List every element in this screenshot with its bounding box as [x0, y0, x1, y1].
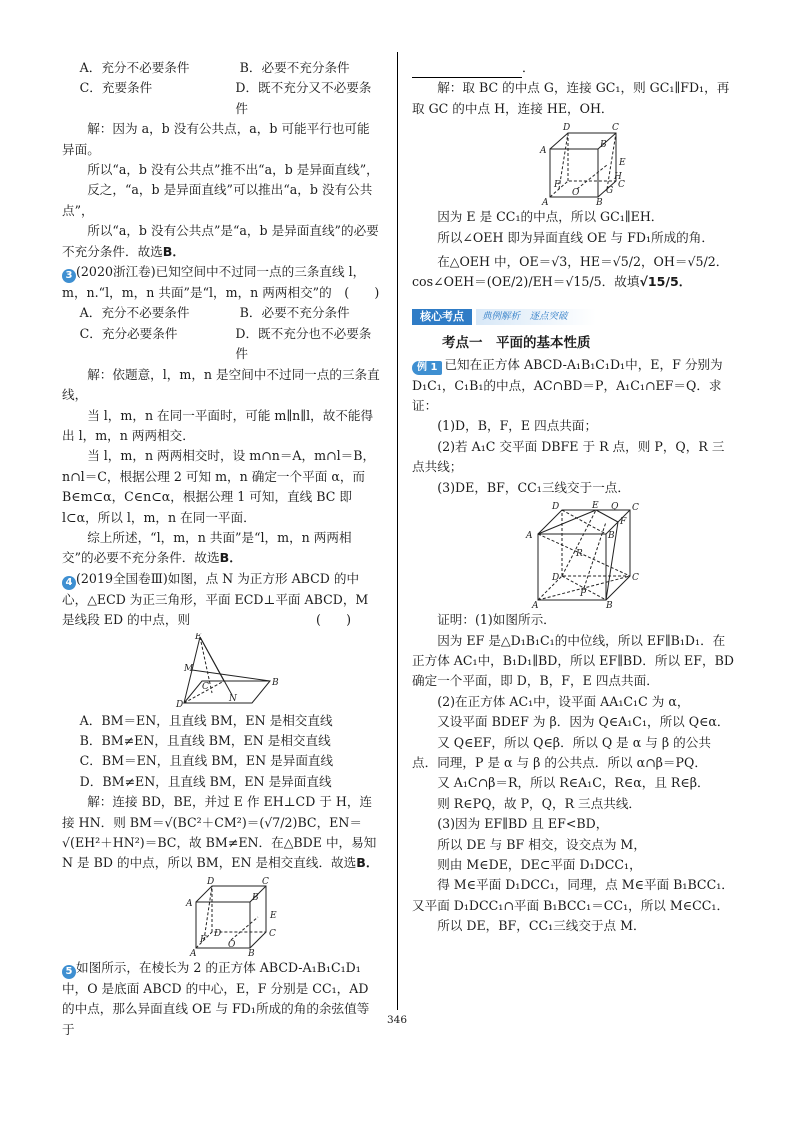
svg-text:B: B [606, 601, 613, 609]
example-part-1: (1)D，B，F，E 四点共面； [437, 418, 598, 434]
q5-solution-3: 所以∠OEH 即为异面直线 OE 与 FD₁所成的角． [437, 229, 714, 245]
svg-text:B: B [252, 892, 259, 903]
q3-options-row1 [62, 303, 380, 323]
svg-text:R: R [576, 549, 583, 560]
proof-6: 又 A₁C∩β＝R，所以 R∈A₁C，R∈α，且 R∈β． [437, 775, 710, 791]
q3-options-row2 [62, 324, 380, 365]
q3-option-c: C．充分必要条件 [79, 325, 178, 341]
svg-text:B: B [272, 677, 279, 688]
q3-option-b: B．必要不充分条件 [239, 305, 350, 321]
svg-text:F: F [554, 180, 561, 191]
example-cube-figure [412, 500, 734, 608]
svg-text:D: D [563, 123, 571, 134]
q4-option-b: B．BM≠EN，且直线 BM，EN 是相交直线 [79, 732, 331, 748]
svg-text:E: E [619, 158, 626, 169]
q3-solution-4: 综上所述，“l，m，n 共面”是“l，m，n 两两相交”的必要不充分条件．故选B． [62, 529, 352, 566]
svg-text:D: D [552, 502, 560, 513]
svg-text:A: A [532, 601, 539, 609]
svg-text:F: F [620, 517, 627, 528]
svg-text:C: C [632, 503, 639, 514]
q3-solution-3: 当 l，m，n 两两相交时，设 m∩n＝A，m∩l＝B，n∩l＝C，根据公理 2 可知 m，n 确定一个平面 α，而 B∈m⊂α，C∈n⊂α，根据公理 1 可知，直线 BC 即 l⊂α，所以 l，m，n 在同一平面． [62, 448, 376, 525]
svg-text:P: P [580, 589, 587, 600]
column-divider [397, 52, 398, 1010]
q4-option-d: D．BM≠EN，且直线 BM，EN 是异面直线 [79, 773, 332, 789]
example-label: 例 1 [412, 361, 442, 375]
svg-text:H: H [614, 172, 622, 183]
q2-solution-2: 所以“a，b 没有公共点”推不出“a，b 是异面直线”， [87, 162, 379, 178]
q4-option-c: C．BM＝EN，且直线 BM，EN 是异面直线 [79, 753, 334, 769]
q2-options-row2 [62, 78, 380, 119]
q3-solution-1: 解：依题意，l，m，n 是空间中不过同一点的三条直线， [62, 366, 380, 403]
page-number: 346 [386, 1014, 408, 1026]
q2-option-b: B．必要不充分条件 [239, 60, 350, 75]
svg-text:C: C [262, 876, 269, 887]
svg-text:B: B [596, 198, 603, 206]
q5-answer-blank: ． [412, 58, 734, 78]
q2-solution-4: 所以“a，b 没有公共点”是“a，b 是异面直线”的必要不充分条件．故选B． [62, 223, 379, 259]
svg-text:D: D [207, 876, 215, 887]
q3-solution-2: 当 l，m，n 在同一平面时，可能 m∥n∥l，故不能得出 l，m，n 两两相交． [62, 407, 374, 443]
q4-answer: B [356, 855, 366, 871]
q5-cube-figure [62, 876, 380, 956]
svg-text:C: C [618, 180, 625, 191]
proof-2: 因为 EF 是△D₁B₁C₁的中位线，所以 EF∥B₁D₁．在正方体 AC₁中，B₁D₁∥BD，所以 EF∥BD．所以 EF，BD 确定一个平面，即 D，B，F，E 四点共面． [412, 632, 734, 689]
q2-option-c: C．充要条件 [79, 80, 153, 96]
q5-solution-1: 解：取 BC 的中点 G，连接 GC₁，则 GC₁∥FD₁，再取 GC 的中点 H，连接 HE，OH． [412, 80, 730, 116]
banner-subtitle: 典例解析 逐点突破 [476, 309, 596, 325]
q2-solution-3: 反之，“a，b 是异面直线”可以推出“a，b 没有公共点”， [62, 182, 373, 218]
svg-text:E: E [592, 501, 599, 512]
svg-text:C: C [202, 681, 209, 692]
q3-option-d: D．既不充分也不必要条件 [235, 325, 372, 362]
svg-text:C: C [632, 573, 639, 584]
core-topics-banner [412, 309, 734, 325]
left-column [62, 58, 380, 1040]
q3-answer: B [219, 550, 230, 566]
q4-number-badge: 4 [62, 576, 76, 590]
example-part-3: (3)DE，BF，CC₁三线交于一点． [437, 479, 630, 495]
svg-text:E: E [270, 910, 277, 921]
proof-4: 又设平面 BDEF 为 β．因为 Q∈A₁C₁，所以 Q∈α． [437, 714, 730, 730]
q2-option-d: D．既不充分又不必要条件 [235, 80, 372, 116]
proof-11: 得 M∈平面 D₁DCC₁，同理，点 M∈平面 B₁BCC₁．又平面 D₁DCC₁∩平面 B₁BCC₁＝CC₁，所以 M∈CC₁． [412, 877, 734, 913]
q2-solution-1: 解：因为 a，b 没有公共点，a，b 可能平行也可能异面。 [62, 121, 370, 157]
svg-text:A: A [542, 198, 549, 206]
svg-text:D: D [214, 928, 222, 939]
proof-5: 又 Q∈EF，所以 Q∈β．所以 Q 是 α 与 β 的公共点．同理，P 是 α 与 β 的公共点．所以 α∩β＝PQ． [412, 734, 711, 770]
q4-solution: 解：连接 BD，BE，并过 E 作 EH⊥CD 于 H，连接 HN．则 BM＝√(BC²＋CM²)＝(√7/2)BC，EN＝√(EH²＋HN²)＝BC，故 BM≠EN．在△BDE 中，易知 N 是 BD 的中点，所以 BM，EN 是相交直线．故选B． [62, 794, 379, 871]
svg-text:F: F [200, 934, 207, 945]
q5-solution-4: 在△OEH 中，OE＝√3，HE＝√5/2，OH＝√5/2．cos∠OEH＝(OE/2)/EH＝√15/5．故填√15/5． [412, 254, 729, 290]
svg-text:C: C [269, 928, 276, 939]
svg-text:A: A [186, 898, 193, 909]
q3-number-badge: 3 [62, 269, 76, 283]
q2-answer: B [162, 243, 173, 259]
q4-pyramid-figure [62, 633, 380, 709]
proof-7: 则 R∈PQ，故 P，Q，R 三点共线． [437, 795, 642, 811]
proof-9: 所以 DE 与 BF 相交，设交点为 M， [437, 836, 646, 852]
example-1-stem: 例 1 已知在正方体 ABCD-A₁B₁C₁D₁中，E，F 分别为 D₁C₁，C₁B₁的中点，AC∩BD＝P，A₁C₁∩EF＝Q．求证： [412, 357, 723, 414]
svg-text:Q: Q [611, 502, 619, 513]
svg-text:M: M [184, 663, 194, 674]
svg-text:G: G [606, 186, 614, 197]
svg-text:E: E [195, 632, 202, 642]
proof-3: (2)在正方体 AC₁中，设平面 AA₁C₁C 为 α， [437, 693, 690, 709]
q2-option-a: A．充分不必要条件 [79, 60, 190, 75]
topic-title: 考点一 平面的基本性质 [442, 334, 591, 351]
q5-answer: √15/5 [639, 274, 679, 290]
svg-text:C: C [612, 123, 619, 134]
svg-text:O: O [572, 188, 580, 199]
q4-stem: 4 (2019全国卷Ⅲ)如图，点 N 为正方形 ABCD 的中心，△ECD 为正三角形，平面 ECD⊥平面 ABCD，M 是线段 ED 的中点，则 ( ) [62, 570, 369, 628]
q5-number-badge: 5 [62, 965, 76, 979]
q2-options-row1 [62, 58, 380, 78]
q4-option-a: A．BM＝EN，且直线 BM，EN 是相交直线 [79, 712, 333, 728]
svg-text:B: B [608, 531, 615, 542]
q5-stem: 5 如图所示，在棱长为 2 的正方体 ABCD-A₁B₁C₁D₁中，O 是底面 ABCD 的中心，E，F 分别是 CC₁，AD 的中点，那么异面直线 OE 与 FD₁所成的角的余弦值等于 [62, 959, 370, 1037]
svg-text:A: A [526, 531, 533, 542]
right-column [412, 58, 734, 937]
proof-8: (3)因为 EF∥BD 且 EF<BD， [437, 816, 609, 832]
proof-12: 所以 DE，BF，CC₁三线交于点 M． [437, 918, 646, 934]
q5-solution-2: 因为 E 是 CC₁的中点，所以 GC₁∥EH． [437, 209, 664, 225]
q3-stem: 3 (2020浙江卷)已知空间中不过同一点的三条直线 l，m，n.“l，m，n 共面”是“l，m，n 两两相交”的 ( ) [62, 264, 380, 301]
svg-text:N: N [229, 693, 237, 704]
q5-solution-figure [412, 121, 734, 205]
svg-text:D: D [552, 573, 560, 584]
example-part-2: (2)若 A₁C 交平面 DBFE 于 R 点，则 P，Q，R 三点共线； [412, 438, 725, 475]
banner-tag: 核心考点 [412, 309, 472, 325]
svg-text:A: A [190, 948, 197, 956]
svg-text:O: O [228, 939, 236, 950]
q3-option-a: A．充分不必要条件 [79, 305, 190, 321]
proof-1: 证明：(1)如图所示． [437, 612, 556, 628]
svg-text:B: B [248, 948, 255, 956]
svg-text:B: B [600, 140, 607, 151]
svg-text:A: A [540, 146, 547, 157]
svg-text:D: D [176, 699, 184, 709]
proof-10: 则由 M∈DE，DE⊂平面 D₁DCC₁， [437, 856, 642, 872]
